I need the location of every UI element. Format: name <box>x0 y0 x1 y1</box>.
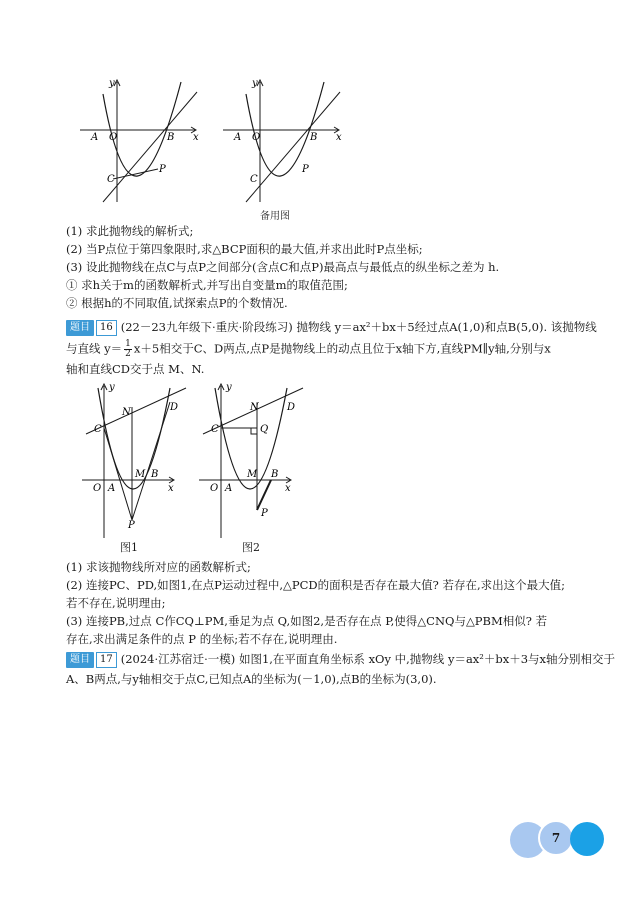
page-number-badge <box>538 820 574 856</box>
p16-line3: 轴和直线CD交于点 M、N. <box>66 362 205 376</box>
fig2-label-A: A <box>234 132 242 143</box>
fig2b-label-B: B <box>271 469 279 480</box>
fig1-label-x: x <box>168 483 174 494</box>
fig-label-x: x <box>193 132 199 143</box>
p16-line1 <box>66 320 597 336</box>
problem-number: 17 <box>96 652 117 668</box>
fig2-label-O: O <box>252 132 261 143</box>
fig-label-A: A <box>91 132 99 143</box>
fig-label-O: O <box>109 132 118 143</box>
page-number: 7 <box>551 831 561 845</box>
fig-label-P: P <box>159 164 166 175</box>
p15-q1: (1) 求此抛物线的解析式; <box>66 224 194 238</box>
fig2-caption: 图2 <box>242 541 260 554</box>
p16-line2-post: x＋5相交于C、D两点,点P是抛物线上的动点且位于x轴下方,直线PM∥y轴,分别与x <box>133 341 551 356</box>
fig2-label-B: B <box>310 132 318 143</box>
fraction-half <box>124 340 132 359</box>
p17-line2: A、B两点,与y轴相交于点C,已知点A的坐标为(－1,0),点B的坐标为(3,0). <box>66 672 437 686</box>
frac-numerator: 1 <box>125 339 131 349</box>
fig2-label-x: x <box>336 132 342 143</box>
p16-q1: (1) 求该抛物线所对应的函数解析式; <box>66 560 251 574</box>
fig1-caption: 图1 <box>120 541 138 554</box>
p17-line1 <box>66 652 615 668</box>
problem-number: 16 <box>96 320 117 336</box>
p15-q2: (2) 当P点位于第四象限时,求△BCP面积的最大值,并求出此时P点坐标; <box>66 242 423 256</box>
fig2-label-y: y <box>252 78 258 89</box>
frac-denominator: 2 <box>125 349 131 359</box>
fig-label-C: C <box>107 174 115 185</box>
fig2b-label-N: N <box>250 402 259 413</box>
fig1-label-D: D <box>170 402 179 413</box>
p16-line2-pre: 与直线 y＝ <box>66 341 123 356</box>
figure-2 <box>195 380 310 538</box>
fig1-label-B: B <box>151 469 159 480</box>
problem-tag: 题目 <box>66 320 94 336</box>
fig-label-B: B <box>167 132 175 143</box>
problem-tag: 题目 <box>66 652 94 668</box>
p17-line1-text: (2024·江苏宿迁·一模) 如图1,在平面直角坐标系 xOy 中,抛物线 y＝ax²＋bx＋3与x轴分别相交于 <box>120 652 616 666</box>
fig1-label-P: P <box>128 520 135 531</box>
fig1-label-A: A <box>108 483 116 494</box>
fig2b-label-M: M <box>247 469 258 480</box>
fig2b-label-A: A <box>225 483 233 494</box>
fig1-label-M: M <box>135 469 146 480</box>
p15-q3a: ① 求h关于m的函数解析式,并写出自变量m的取值范围; <box>66 278 348 292</box>
figure-caption-spare: 备用图 <box>260 211 290 222</box>
figure-parabola-left <box>75 74 205 206</box>
fig1-label-N: N <box>122 407 131 418</box>
p16-q2b: 若不存在,说明理由; <box>66 596 166 610</box>
fig2-label-P: P <box>302 164 309 175</box>
p15-q3: (3) 设此抛物线在点C与点P之间部分(含点C和点P)最高点与最低点的纵坐标之差为 h. <box>66 260 500 274</box>
fig2-label-C: C <box>250 174 258 185</box>
fig2b-label-y: y <box>226 382 232 393</box>
figure-1 <box>78 380 193 538</box>
page-decoration-dark <box>570 822 604 856</box>
fig2b-label-C: C <box>211 424 219 435</box>
p16-q3b: 存在,求出满足条件的点 P 的坐标;若不存在,说明理由. <box>66 632 338 646</box>
fig2b-label-D: D <box>287 402 296 413</box>
fig2b-label-P: P <box>261 508 268 519</box>
fig1-label-C: C <box>94 424 102 435</box>
p16-line2 <box>66 340 551 359</box>
fig1-label-O: O <box>93 483 102 494</box>
p16-q2a: (2) 连接PC、PD,如图1,在点P运动过程中,△PCD的面积是否存在最大值? 若存在,求出这个最大值; <box>66 578 565 592</box>
fig-label-y: y <box>109 78 115 89</box>
p16-line1-text: (22－23九年级下·重庆·阶段练习) 抛物线 y＝ax²＋bx＋5经过点A(1,0)和点B(5,0). 该抛物线 <box>120 320 597 334</box>
fig2b-label-x: x <box>285 483 291 494</box>
fig1-label-y: y <box>109 382 115 393</box>
fig2b-label-Q: Q <box>260 424 269 435</box>
fig2b-label-O: O <box>210 483 219 494</box>
figure-parabola-right <box>218 74 348 206</box>
p16-q3a: (3) 连接PB,过点 C作CQ⊥PM,垂足为点 Q,如图2,是否存在点 P,使得△CNQ与△PBM相似? 若 <box>66 614 548 628</box>
p15-q3b: ② 根据h的不同取值,试探索点P的个数情况. <box>66 296 288 310</box>
